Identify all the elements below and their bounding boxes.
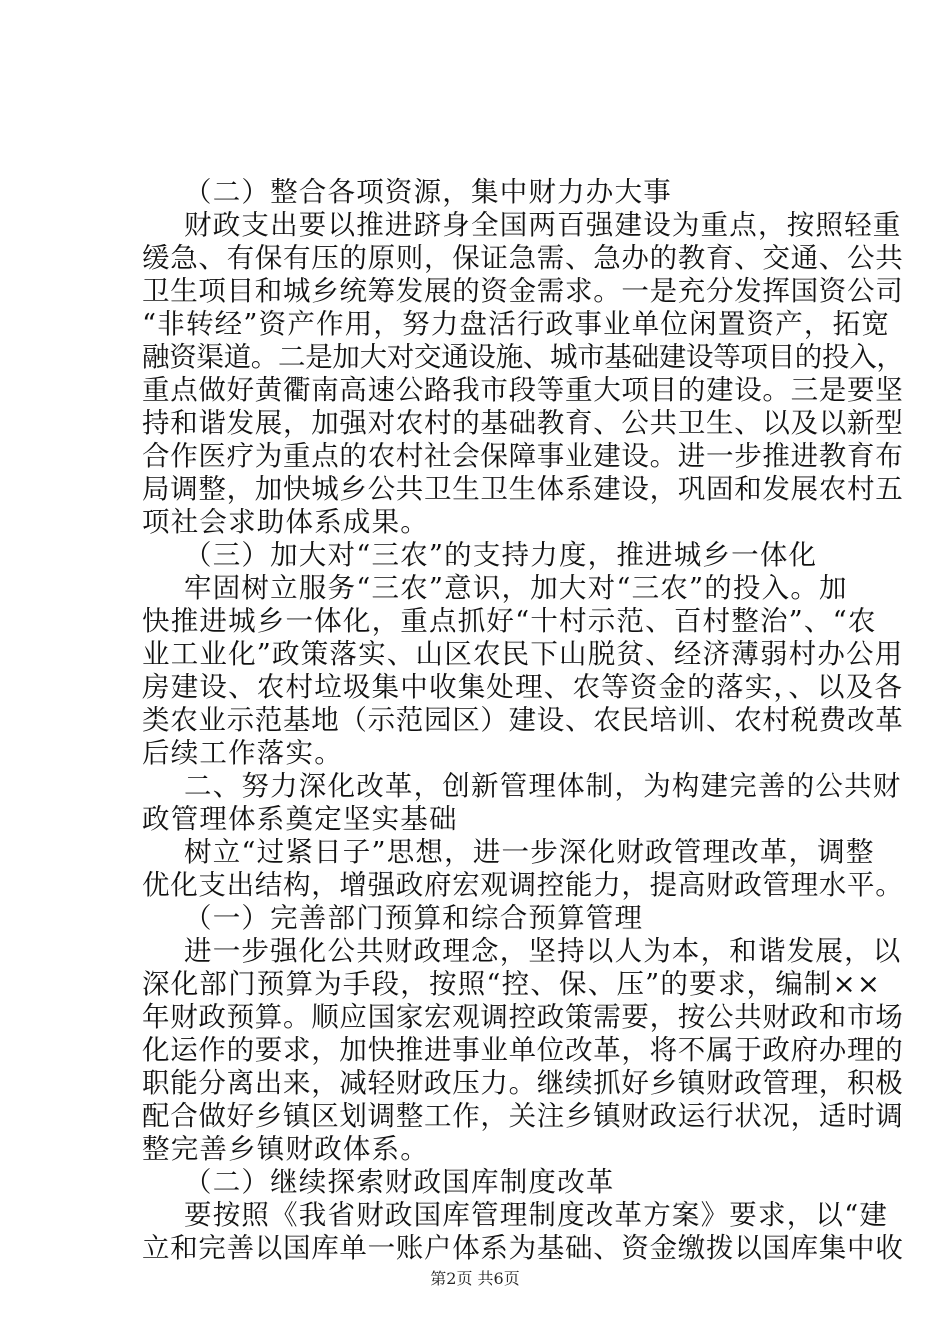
paragraph-line: 重点做好黄衢南高速公路我市段等重大项目的建设。三是要坚 — [142, 374, 904, 406]
paragraph-line: 快推进城乡一体化，重点抓好“十村示范、百村整治”、“农 — [142, 605, 877, 637]
paragraph-line: “非转经”资产作用，努力盘活行政事业单位闲置资产，拓宽 — [142, 308, 891, 340]
paragraph-line: 进一步强化公共财政理念，坚持以人为本，和谐发展，以 — [184, 935, 902, 967]
paragraph-line: 化运作的要求，加快推进事业单位改革，将不属于政府办理的 — [142, 1034, 904, 1066]
paragraph-line: 合作医疗为重点的农村社会保障事业建设。进一步推进教育布 — [142, 440, 904, 472]
page-number-footer: 第2页 共6页 — [430, 1269, 520, 1288]
paragraph-line: 年财政预算。顺应国家宏观调控政策需要，按公共财政和市场 — [142, 1001, 904, 1033]
paragraph-line: 要按照《我省财政国库管理制度改革方案》要求，以“建 — [184, 1199, 889, 1231]
paragraph-line: 缓急、有保有压的原则，保证急需、急办的教育、交通、公共 — [142, 242, 904, 274]
paragraph-line: 融资渠道。二是加大对交通设施、城市基础建设等项目的投入， — [142, 341, 904, 373]
paragraph-line: 财政支出要以推进跻身全国两百强建设为重点，按照轻重 — [184, 209, 902, 241]
paragraph-line: 职能分离出来，减轻财政压力。继续抓好乡镇财政管理，积极 — [142, 1067, 904, 1099]
paragraph-line: 树立“过紧日子”思想，进一步深化财政管理改革，调整 — [184, 836, 875, 868]
section-heading: （三）加大对“三农”的支持力度，推进城乡一体化 — [184, 539, 818, 571]
paragraph-line: 项社会求助体系成果。 — [142, 506, 429, 538]
section-heading: 二、努力深化改革，创新管理体制，为构建完善的公共财 — [184, 770, 902, 802]
section-heading: 政管理体系奠定坚实基础 — [142, 803, 458, 835]
paragraph-line: 局调整，加快城乡公共卫生卫生体系建设，巩固和发展农村五 — [142, 473, 904, 505]
paragraph-line: 配合做好乡镇区划调整工作，关注乡镇财政运行状况，适时调 — [142, 1100, 904, 1132]
paragraph-line: 整完善乡镇财政体系。 — [142, 1133, 429, 1165]
paragraph-line: 优化支出结构，增强政府宏观调控能力，提高财政管理水平。 — [142, 869, 904, 901]
paragraph-line: 持和谐发展，加强对农村的基础教育、公共卫生、以及以新型 — [142, 407, 904, 439]
paragraph-line: 立和完善以国库单一账户体系为基础、资金缴拨以国库集中收 — [142, 1232, 904, 1264]
section-heading: （二）整合各项资源，集中财力办大事 — [184, 176, 672, 208]
paragraph-line: 深化部门预算为手段，按照“控、保、压”的要求，编制×× — [142, 968, 882, 1000]
paragraph-line: 后续工作落实。 — [142, 737, 343, 769]
section-heading: （二）继续探索财政国库制度改革 — [184, 1166, 615, 1198]
paragraph-line: 牢固树立服务“三农”意识，加大对“三农”的投入。加 — [184, 572, 848, 604]
paragraph-line: 类农业示范基地（示范园区）建设、农民培训、农村税费改革 — [142, 704, 904, 736]
section-heading: （一）完善部门预算和综合预算管理 — [184, 902, 644, 934]
paragraph-line: 业工业化”政策落实、山区农民下山脱贫、经济薄弱村办公用 — [142, 638, 904, 670]
paragraph-line: 卫生项目和城乡统筹发展的资金需求。一是充分发挥国资公司 — [142, 275, 904, 307]
paragraph-line: 房建设、农村垃圾集中收集处理、农等资金的落实，、以及各 — [142, 671, 904, 703]
